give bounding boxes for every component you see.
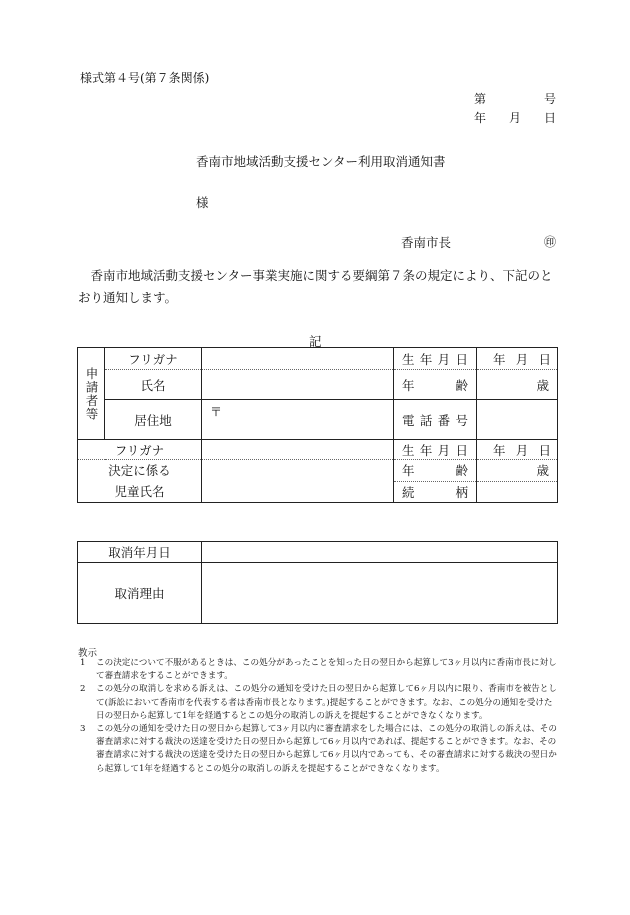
applicant-age-field[interactable] bbox=[477, 370, 558, 400]
note-item bbox=[80, 723, 558, 776]
birth-char: 生 bbox=[402, 442, 415, 458]
age-char: 齢 bbox=[455, 377, 468, 393]
child-name-field[interactable] bbox=[202, 460, 394, 503]
date-year: 年 bbox=[474, 111, 487, 125]
applicant-group-text: 申請者等 bbox=[84, 366, 99, 421]
age-char: 齢 bbox=[455, 463, 468, 479]
note-text: この処分の取消しを求める訴えは、この処分の通知を受けた日の翌日から起算して6ヶ月以内に限り、香南市を被告として(訴訟において香南市を代表する者は香南市長となります。)提起することができます。なお、この処分の通知を受けた日の翌日から起算して1年を経過するとこの処分の取消しの訴えを提起することができなくなります。 bbox=[96, 684, 557, 721]
form-number: 様式第４号(第７条関係) bbox=[80, 71, 210, 85]
child-birth-field[interactable] bbox=[477, 440, 558, 460]
age-unit: 歳 bbox=[536, 463, 549, 479]
applicant-name-label: 氏名 bbox=[105, 370, 202, 400]
cancel-table bbox=[77, 541, 558, 624]
applicant-birth-field[interactable] bbox=[477, 348, 558, 370]
applicant-group-label bbox=[78, 348, 105, 440]
issuer: 香南市長 bbox=[401, 235, 452, 250]
relation-char: 柄 bbox=[455, 484, 468, 500]
phone-char: 号 bbox=[455, 412, 468, 428]
child-label-line2: 児童氏名 bbox=[114, 484, 165, 499]
phone-char: 電 bbox=[402, 412, 415, 428]
ymd-month: 月 bbox=[515, 442, 529, 458]
note-number: 1 bbox=[80, 658, 86, 668]
date-month: 月 bbox=[508, 111, 521, 125]
birth-char: 月 bbox=[437, 442, 451, 458]
child-name-label bbox=[78, 460, 202, 503]
note-number: 3 bbox=[80, 724, 86, 735]
note-item bbox=[80, 657, 558, 683]
ki-heading: 記 bbox=[309, 334, 322, 349]
birth-char: 生 bbox=[402, 351, 415, 367]
child-relation-field[interactable] bbox=[477, 481, 558, 503]
applicant-phone-label bbox=[394, 400, 477, 440]
birth-char: 年 bbox=[419, 442, 433, 458]
document-title: 香南市地域活動支援センター利用取消通知書 bbox=[196, 154, 446, 169]
number-label-right: 号 bbox=[543, 92, 556, 106]
ymd-month: 月 bbox=[515, 351, 529, 367]
applicant-name-field[interactable] bbox=[202, 370, 394, 400]
child-age-label bbox=[394, 460, 477, 482]
applicant-furigana-label: フリガナ bbox=[105, 348, 202, 370]
age-unit: 歳 bbox=[536, 377, 549, 393]
cancel-reason-field[interactable] bbox=[202, 563, 558, 624]
note-number: 2 bbox=[80, 684, 86, 695]
child-relation-label bbox=[394, 481, 477, 503]
applicant-furigana-field[interactable] bbox=[202, 348, 394, 370]
seal-mark: ㊞ bbox=[544, 235, 557, 249]
applicant-phone-field[interactable] bbox=[477, 400, 558, 440]
relation-char: 続 bbox=[402, 484, 415, 500]
birth-char: 月 bbox=[437, 351, 451, 367]
note-item bbox=[80, 683, 558, 723]
age-char: 年 bbox=[402, 377, 415, 393]
addressee-suffix: 様 bbox=[196, 195, 209, 210]
number-label-left: 第 bbox=[474, 92, 487, 106]
ymd-year: 年 bbox=[493, 351, 506, 367]
issue-date bbox=[474, 109, 556, 126]
cancel-date-field[interactable] bbox=[202, 542, 558, 563]
document-number bbox=[474, 90, 556, 107]
phone-char: 番 bbox=[437, 412, 451, 428]
notes-list bbox=[80, 657, 558, 776]
postal-mark: 〒 bbox=[210, 405, 223, 419]
applicant-address-field[interactable] bbox=[202, 400, 394, 440]
cancel-reason-label: 取消理由 bbox=[78, 563, 202, 624]
child-label-line1: 決定に係る bbox=[108, 463, 171, 478]
cancel-date-label: 取消年月日 bbox=[78, 542, 202, 563]
body-text: 香南市地域活動支援センター事業実施に関する要綱第７条の規定により、下記のとおり通知します。 bbox=[78, 268, 553, 305]
applicant-address-label: 居住地 bbox=[105, 400, 202, 440]
child-furigana-label: フリガナ bbox=[78, 440, 202, 460]
child-birth-label bbox=[394, 440, 477, 460]
ymd-year: 年 bbox=[493, 442, 506, 458]
child-furigana-field[interactable] bbox=[202, 440, 394, 460]
ymd-day: 日 bbox=[538, 351, 551, 367]
child-age-field[interactable] bbox=[477, 460, 558, 482]
birth-char: 日 bbox=[455, 442, 468, 458]
age-char: 年 bbox=[402, 463, 415, 479]
applicant-table bbox=[77, 347, 558, 503]
date-day: 日 bbox=[543, 111, 556, 125]
birth-char: 日 bbox=[455, 351, 468, 367]
applicant-age-label bbox=[394, 370, 477, 400]
applicant-birth-label bbox=[394, 348, 477, 370]
note-text: この決定について不服があるときは、この処分があったことを知った日の翌日から起算して3ヶ月以内に香南市長に対して審査請求をすることができます。 bbox=[96, 658, 557, 682]
ymd-day: 日 bbox=[538, 442, 551, 458]
note-text: この処分の通知を受けた日の翌日から起算して3ヶ月以内に審査請求をした場合には、この処分の取消しの訴えは、その審査請求に対する裁決の送達を受けた日の翌日から起算して6ヶ月以内であれば、提起することができます。なお、その審査請求に対する裁決の送達を受けた日の翌日から起算して6ヶ月以内であっても、その審査請求に対する裁決の翌日から起算して1年を経過するとこの処分の取消しの訴えを提起することができなくなります。 bbox=[96, 724, 557, 774]
phone-char: 話 bbox=[419, 412, 433, 428]
birth-char: 年 bbox=[419, 351, 433, 367]
notes-heading: 教示 bbox=[78, 648, 98, 659]
